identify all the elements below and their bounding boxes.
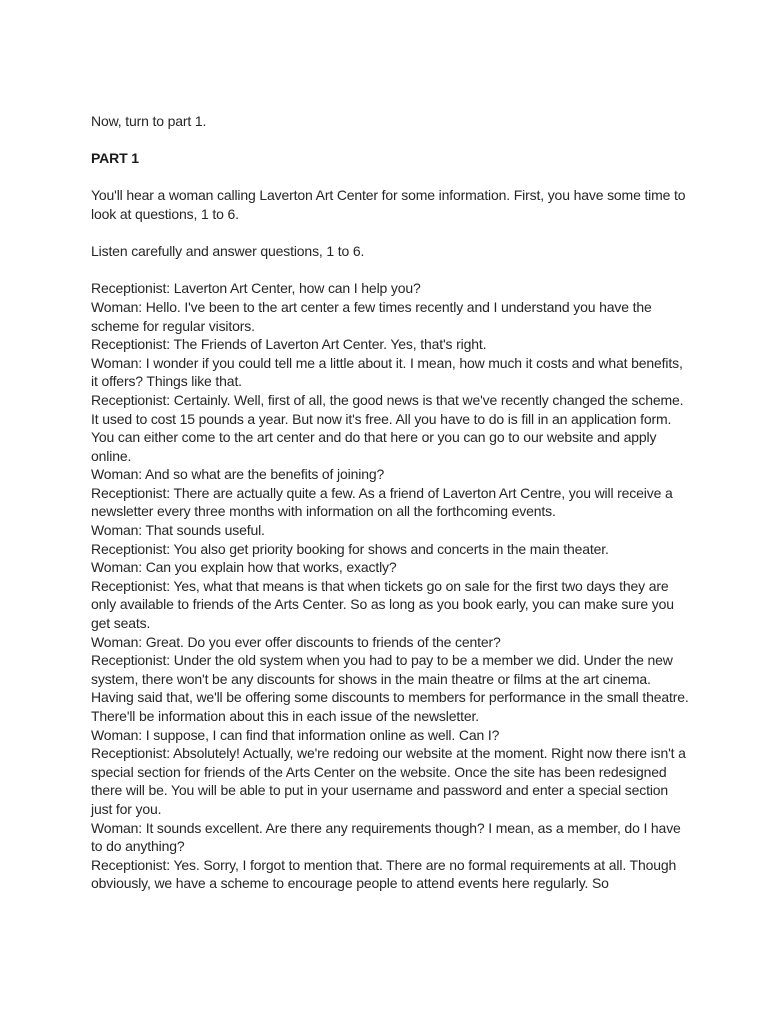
dialogue-line: Receptionist: Yes. Sorry, I forgot to mention that. There are no formal requirements at all. Though obviously, we have a scheme to encourage people to attend events here regularly. So xyxy=(91,856,677,892)
dialogue-line: Woman: I wonder if you could tell me a little about it. I mean, how much it costs and what benefits, it offers? Things like that. xyxy=(91,354,683,390)
dialogue-line: Receptionist: There are actually quite a few. As a friend of Laverton Art Centre, you will receive a newsletter every three months with information on all the forthcoming events. xyxy=(91,484,673,520)
dialogue-line: Woman: Can you explain how that works, exactly? xyxy=(91,559,397,576)
dialogue-line: Receptionist: The Friends of Laverton Art Center. Yes, that's right. xyxy=(91,336,487,353)
instruction-line: Listen carefully and answer questions, 1 to 6. xyxy=(91,243,365,260)
dialogue-line: Receptionist: Certainly. Well, first of all, the good news is that we've recently changed the scheme. It used to cost 15 pounds a year. But now it's free. All you have to do is fill in an application form. You can either come to the art center and do that here or you can go to our website and apply online. xyxy=(91,391,684,464)
intro-line: Now, turn to part 1. xyxy=(91,113,207,129)
dialogue-line: Woman: Hello. I've been to the art center a few times recently and I understand you have the scheme for regular visitors. xyxy=(91,298,652,334)
dialogue-line: Woman: It sounds excellent. Are there any requirements though? I mean, as a member, do I have to do anything? xyxy=(91,819,681,855)
dialogue-line: Receptionist: Yes, what that means is that when tickets go on sale for the first two days they are only available to friends of the Arts Center. So as long as you book early, you can make sure you get seats. xyxy=(91,577,674,632)
dialogue-line: Receptionist: Absolutely! Actually, we're redoing our website at the moment. Right now there isn't a special section for friends of the Arts Center on the website. Once the site has been redesigned there will be. You will be able to put in your username and password and enter a special section just for you. xyxy=(91,745,686,817)
description-paragraph: You'll hear a woman calling Laverton Art Center for some information. First, you have some time to look at questions, 1 to 6. xyxy=(91,187,686,222)
dialogue-line: Woman: Great. Do you ever offer discounts to friends of the center? xyxy=(91,633,501,650)
dialogue-line: Woman: I suppose, I can find that information online as well. Can I? xyxy=(91,726,500,743)
transcript-body xyxy=(91,112,691,893)
dialogue-line: Woman: And so what are the benefits of joining? xyxy=(91,466,385,483)
dialogue-line: Receptionist: You also get priority booking for shows and concerts in the main theater. xyxy=(91,540,609,557)
part-heading: PART 1 xyxy=(91,150,139,167)
dialogue-line: Receptionist: Laverton Art Center, how can I help you? xyxy=(91,280,421,297)
dialogue-transcript xyxy=(91,279,691,893)
dialogue-line: Woman: That sounds useful. xyxy=(91,522,265,539)
dialogue-line: Receptionist: Under the old system when you had to pay to be a member we did. Under the new system, there won't be any discounts for shows in the main theatre or films at the art cinema. Having said that, we'll be offering some discounts to members for performance in the small theatre. There'll be information about this in each issue of the newsletter. xyxy=(91,652,689,724)
